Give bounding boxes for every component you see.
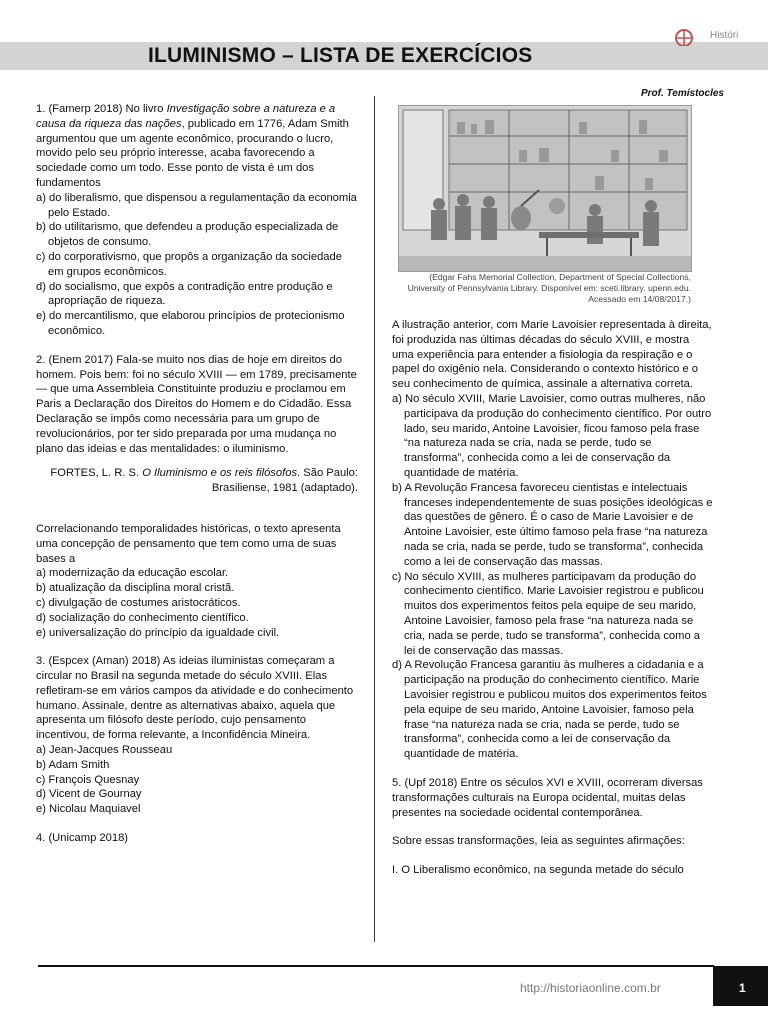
q4-stem: A ilustração anterior, com Marie Lavoisier representada à direita, foi produzida nas últimas décadas do século XVIII, e mostra uma experiência para entender a fisiologia da respiração e o papel do oxigênio nela. Considerando o contexto histórico e o seu conhecimento de química, assinale a alternativa correta. [392,319,712,391]
figure-caption: (Edgar Fahs Memorial Collection, Department of Special Collections, University of Pennsylvania Library. Disponível em: sceti.library. upenn.edu. Acessado em 14/08/2017.) [407,272,691,304]
left-column [36,102,358,846]
page-title: ILUMINISMO – LISTA DE EXERCÍCIOS [148,44,533,67]
option: d) Vicent de Gournay [36,788,142,801]
page-number: 1 [739,981,746,995]
question-3 [36,654,358,817]
q4-options [392,392,714,762]
option: d) do socialismo, que expôs a contradição entre produção e apropriação de riqueza. [36,280,333,308]
q1-options [36,191,358,339]
q2-stem-text: Correlacionando temporalidades históricas, o texto apresenta uma concepção de pensamento que tem como uma de suas bases a [36,522,341,565]
q5-lead: Sobre essas transformações, leia as seguintes afirmações: [392,835,685,848]
q2-reference [36,466,358,496]
ref-author: FORTES, L. R. S. [50,467,143,480]
column-divider [374,96,375,942]
question-5-text: 5. (Upf 2018) Entre os séculos XVI e XVIII, ocorreram diversas transformações culturais na Europa ocidental, muitas delas presentes na sociedade ocidental contemporânea. [392,776,703,819]
q3-text: 3. (Espcex (Aman) 2018) As ideias iluministas começaram a circular no Brasil na segunda metade do século XVIII. Elas refletiram-se em vários campos da atividade e do conhecimento humano. Assinale, dentre as alternativas abaixo, aquela que apresenta um filósofo deste período, cujo pensamento incentivou, de forma relevante, a Inconfidência Mineira. [36,655,354,742]
footer-rule [38,965,714,967]
q1-text: , publicado em 1776, Adam Smith argumentou que um agente econômico, procurando o lucro, movido pelo seu próprio interesse, acaba favorecendo a sociedade como um todo. Esse ponto de vista é um dos fundamentos [36,117,349,189]
footer-link[interactable]: http://historiaonline.com.br [520,981,661,995]
question-2-stem [36,522,358,640]
option: b) A Revolução Francesa favoreceu cientistas e intelectuais franceses independentemente de suas posições ideológicas e das questões de gênero. É o caso de Marie Lavoisier e de Antoine Lavoisier, este último famoso pela frase “na natureza nada se cria, nada se perde, tudo se transforma”, conhecida como a lei de conservação das massas. [392,481,713,568]
option: e) Nicolau Maquiavel [36,803,141,816]
question-2-text: 2. (Enem 2017) Fala-se muito nos dias de hoje em direitos do homem. Pois bem: foi no século XVIII — em 1789, precisamente — que uma Assembleia Constituinte produziu e proclamou em Paris a Declaração dos Direitos do Homem e do Cidadão. Essa Declaração se impôs como necessária para um grupo de revolucionários, por ter sido preparada por uma mudança no plano das ideias e das mentalidades: o iluminismo. [36,353,357,455]
option: e) do mercantilismo, que elaborou princípios de protecionismo econômico. [36,310,345,337]
option: e) universalização do princípio da igualdade civil. [36,626,280,639]
option: b) Adam Smith [36,758,110,771]
q5-item-1: I. O Liberalismo econômico, na segunda metade do século [392,864,684,877]
option: b) atualização da disciplina moral cristã. [36,582,235,595]
q1-intro: 1. (Famerp 2018) No livro [36,103,167,115]
option: d) socialização do conhecimento científico. [36,611,249,624]
option: a) Jean-Jacques Rousseau [36,744,173,757]
option: c) François Quesnay [36,773,140,786]
author-name: Prof. Temístocles [641,88,724,99]
option: c) divulgação de costumes aristocráticos. [36,596,241,609]
q1-book-title: Investigação sobre a natureza e a causa da riqueza das nações [36,103,336,130]
logo-text: Históri [710,30,739,41]
option: d) A Revolução Francesa garantiu às mulheres a cidadania e a participação na produção do conhecimento científico. Marie Lavoisier registrou e publicou muitos dos experimentos feitos pela equipe de seu marido, Antoine Lavoisier, famoso pela frase “na natureza nada se cria, nada se perde, tudo se transforma”, conhecida como a lei de conservação da quantidade de matéria. [392,659,707,761]
option: c) do corporativismo, que propôs a organização da sociedade em grupos econômicos. [36,250,342,278]
question-4-heading: 4. (Unicamp 2018) [36,832,129,845]
ref-title: O Iluminismo e os reis filósofos [142,467,298,480]
option: a) No século XVIII, Marie Lavoisier, como outras mulheres, não participava da produção do conhecimento científico. Por outro lado, seu marido, Antoine Lavoisier, ficou famoso pela frase “na natureza nada se cria, nada se perde, tudo se transforma”, conhecida como a lei de conservação da quantidade de matéria. [392,392,712,479]
site-logo [664,26,768,46]
ref-publisher: . São Paulo: Brasiliense, 1981 (adaptado). [211,467,358,495]
laboratory-engraving-image [399,106,691,271]
question-1 [36,102,358,339]
option: a) do liberalismo, que dispensou a regulamentação da economia pelo Estado. [36,191,357,219]
option: c) No século XVIII, as mulheres participavam da produção do conhecimento científico. Marie Lavoisier registrou e publicou muitos dos experimentos feitos pela equipe de seu marido, Antoine Lavoisier, famoso pela frase “na natureza nada se cria, nada se perde, tudo se transforma”, conhecida como a lei de conservação das massas. [392,570,704,657]
option: b) do utilitarismo, que defendeu a produção especializada de objetos de consumo. [36,221,339,249]
option: a) modernização da educação escolar. [36,567,229,580]
right-column [392,318,714,878]
logo-mark-icon [664,26,704,46]
lavoisier-illustration [398,105,692,272]
